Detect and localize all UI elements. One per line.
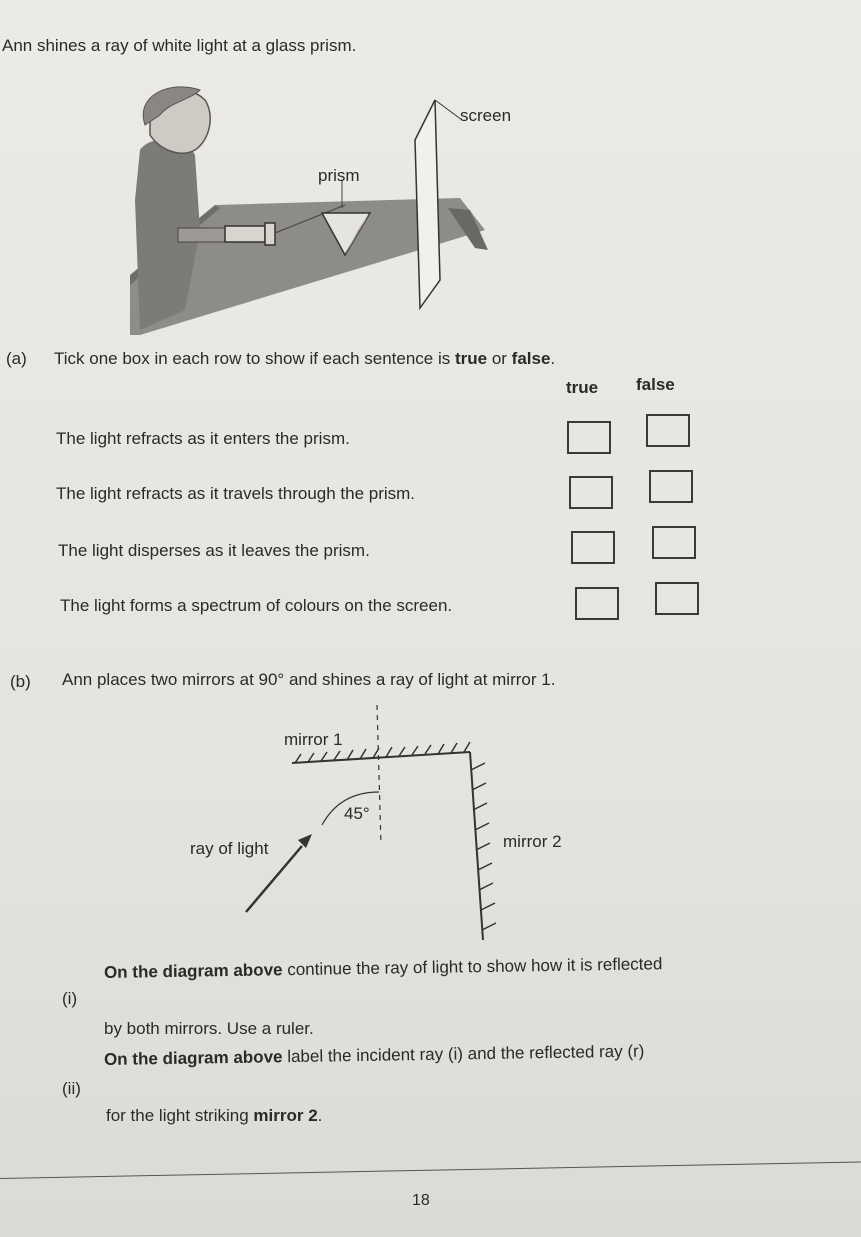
prism-label: prism [318,166,360,185]
col-true-header: true [566,378,599,397]
true-checkbox-row-4[interactable] [575,587,619,620]
mirror-2-hatching [471,763,496,930]
mirror-1-line [292,752,470,763]
statement-row: The light refracts as it travels through the prism. [56,484,416,503]
angle-label: 45° [344,804,370,823]
question-ii-line2: for the light striking mirror 2. [106,1106,323,1125]
mirror-2-line [470,752,483,940]
mirror-2-label: mirror 2 [503,832,562,851]
false-checkbox-row-3[interactable] [652,526,696,559]
part-b-number: (b) [10,672,31,691]
question-i-line2: by both mirrors. Use a ruler. [104,1019,314,1038]
question-i-text: On the diagram above continue the ray of light to show how it is reflected [103,954,663,982]
mirror-1-label: mirror 1 [284,730,343,749]
true-checkbox-row-1[interactable] [567,421,611,454]
statement-row: The light disperses as it leaves the prism. [58,541,370,560]
false-checkbox-row-2[interactable] [649,470,693,503]
page-divider [0,1161,861,1179]
screen-label: screen [460,106,512,125]
col-false-header: false [636,375,675,394]
ray-arrowhead [298,834,312,848]
statement-row: The light refracts as it enters the prism. [56,429,350,448]
part-b-text: Ann places two mirrors at 90° and shines a ray of light at mirror 1. [62,670,556,689]
page-number: 18 [412,1192,430,1209]
true-checkbox-row-2[interactable] [569,476,613,509]
intro-text: Ann shines a ray of white light at a glass prism. [2,36,357,55]
true-checkbox-row-3[interactable] [571,531,615,564]
mirror-diagram [240,700,500,950]
ray-of-light-label: ray of light [190,839,269,858]
torch [225,226,265,242]
false-checkbox-row-4[interactable] [655,582,699,615]
question-i-number: (i) [62,989,78,1008]
question-ii-number: (ii) [62,1079,81,1098]
normal-line [377,705,381,845]
statement-row: The light forms a spectrum of colours on the screen. [60,596,453,615]
part-a-instruction: Tick one box in each row to show if each sentence is true or false. [54,349,556,368]
screen-shape [415,100,440,308]
part-a-number: (a) [6,349,27,368]
question-ii-text: On the diagram above label the incident ray (i) and the reflected ray (r) [103,1041,645,1069]
false-checkbox-row-1[interactable] [646,414,690,447]
